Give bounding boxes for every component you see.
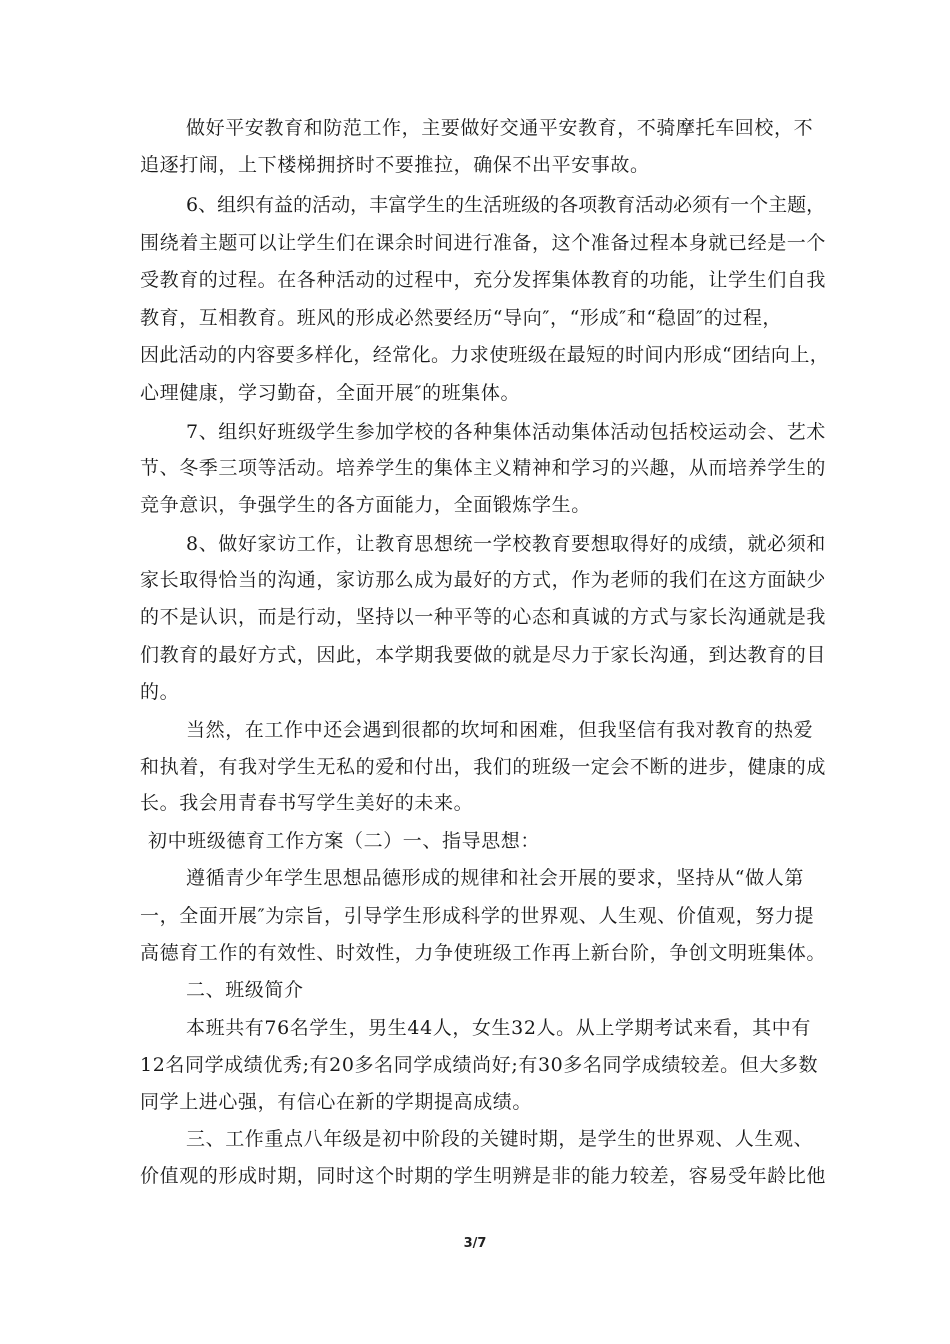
body-text-line: 高德育工作的有效性、时效性，力争使班级工作再上新台阶，争创文明班集体。: [140, 942, 827, 964]
body-text-line: 遵循青少年学生思想品德形成的规律和社会开展的要求，坚持从“做人第: [186, 867, 804, 889]
body-text-line: 12名同学成绩优秀;有20多名同学成绩尚好;有30多名同学成绩较差。但大多数: [140, 1054, 819, 1076]
section-heading: 初中班级德育工作方案（二）一、指导思想：: [148, 830, 541, 852]
body-text-line: 们教育的最好方式，因此，本学期我要做的就是尽力于家长沟通，到达教育的目: [140, 644, 827, 666]
body-text-line: 6、组织有益的活动，丰富学生的生活班级的各项教育活动必须有一个主题，: [186, 194, 826, 216]
body-text-line: 围绕着主题可以让学生们在课余时间进行准备，这个准备过程本身就已经是一个: [140, 232, 827, 254]
body-text-line: 的不是认识，而是行动，坚持以一种平等的心态和真诚的方式与家长沟通就是我: [140, 606, 827, 628]
body-text-line: 家长取得恰当的沟通，家访那么成为最好的方式，作为老师的我们在这方面缺少: [140, 569, 827, 591]
body-text-line: 心理健康，学习勤奋，全面开展″的班集体。: [140, 382, 521, 404]
body-text-line: 教育，互相教育。班风的形成必然要经历“导向″，“形成″和“稳固″的过程，: [140, 307, 783, 329]
body-text-line: 竞争意识，争强学生的各方面能力，全面锻炼学生。: [140, 494, 591, 516]
section-heading: 二、班级简介: [186, 979, 304, 1001]
body-text-line: 8、做好家访工作，让教育思想统一学校教育要想取得好的成绩，就必须和: [186, 533, 826, 555]
body-text-line: 和执着，有我对学生无私的爱和付出，我们的班级一定会不断的进步，健康的成: [140, 756, 827, 778]
body-text-line: 当然，在工作中还会遇到很都的坎坷和困难，但我坚信有我对教育的热爱: [186, 719, 814, 741]
body-text-line: 一，全面开展″为宗旨，引导学生形成科学的世界观、人生观、价值观，努力提: [140, 905, 815, 927]
body-text-line: 长。我会用青春书写学生美好的未来。: [140, 792, 474, 814]
body-text-line: 因此活动的内容要多样化，经常化。力求使班级在最短的时间内形成“团结向上，: [140, 344, 830, 366]
body-text-line: 7、组织好班级学生参加学校的各种集体活动集体活动包括校运动会、艺术: [186, 421, 826, 443]
body-text-line: 的。: [140, 681, 180, 703]
body-text-line: 受教育的过程。在各种活动的过程中，充分发挥集体教育的功能，让学生们自我: [140, 269, 827, 291]
body-text-line: 同学上进心强，有信心在新的学期提高成绩。: [140, 1091, 533, 1113]
body-text-line: 节、冬季三项等活动。培养学生的集体主义精神和学习的兴趣，从而培养学生的: [140, 457, 827, 479]
body-text-line: 本班共有76名学生，男生44人，女生32人。从上学期考试来看，其中有: [186, 1017, 811, 1039]
body-text-line: 做好平安教育和防范工作，主要做好交通平安教育，不骑摩托车回校，不: [186, 117, 814, 139]
page-number: 3/7: [463, 1236, 487, 1251]
body-text-line: 价值观的形成时期，同时这个时期的学生明辨是非的能力较差，容易受年龄比他: [140, 1165, 827, 1187]
body-text-line: 三、工作重点八年级是初中阶段的关键时期，是学生的世界观、人生观、: [186, 1128, 814, 1150]
body-text-line: 追逐打闹，上下楼梯拥挤时不要推拉，确保不出平安事故。: [140, 154, 650, 176]
